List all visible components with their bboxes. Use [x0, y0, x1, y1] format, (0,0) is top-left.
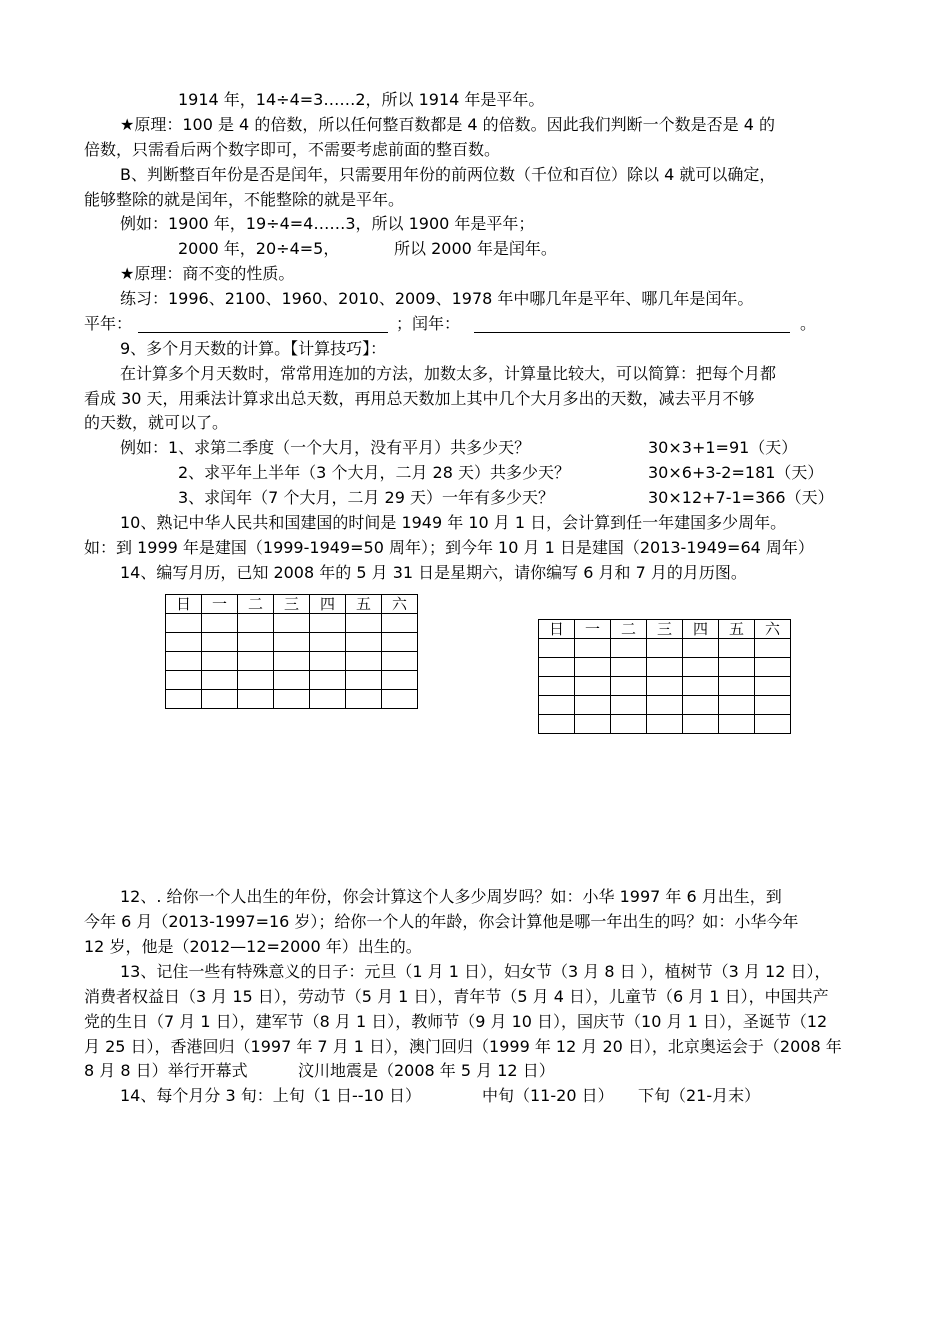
calendar-week-row [539, 715, 791, 734]
text-line: 1914 年，14÷4=3……2，所以 1914 年是平年。 [178, 90, 545, 109]
day-cell[interactable] [611, 639, 647, 658]
text-line: ★原理：100 是 4 的倍数，所以任何整百数都是 4 的倍数。因此我们判断一个数是否是 4 的 [120, 115, 776, 134]
text-line: 练习：1996、2100、1960、2010、2009、1978 年中哪几年是平年、哪几年是闰年。 [120, 289, 754, 308]
text-line: 30×6+3-2=181（天） [648, 463, 824, 482]
section-heading: 9、多个月天数的计算。【计算技巧】： [120, 339, 387, 358]
day-cell[interactable] [274, 671, 310, 690]
calendar-june [165, 594, 418, 709]
day-cell[interactable] [310, 690, 346, 709]
day-cell[interactable] [575, 658, 611, 677]
day-cell[interactable] [539, 639, 575, 658]
text-line: 能够整除的就是闰年，不能整除的就是平年。 [84, 190, 405, 209]
text-line: 中旬（11-20 日） [482, 1086, 614, 1105]
day-cell[interactable] [202, 614, 238, 633]
day-cell[interactable] [647, 715, 683, 734]
text-line: 例如：1、求第二季度（一个大月，没有平月）共多少天？ [120, 438, 531, 457]
weekday-thu: 四 [683, 620, 719, 639]
day-cell[interactable] [575, 696, 611, 715]
text-line: 8 月 8 日）举行开幕式 [84, 1061, 248, 1080]
text-line: 所以 2000 年是闰年。 [394, 239, 557, 258]
day-cell[interactable] [647, 639, 683, 658]
calendar-week-row [166, 690, 418, 709]
calendar-week-row [166, 652, 418, 671]
calendar-header-row [166, 595, 418, 614]
day-cell[interactable] [611, 677, 647, 696]
weekday-fri: 五 [346, 595, 382, 614]
day-cell[interactable] [346, 652, 382, 671]
day-cell[interactable] [611, 658, 647, 677]
day-cell[interactable] [202, 633, 238, 652]
weekday-thu: 四 [310, 595, 346, 614]
day-cell[interactable] [238, 652, 274, 671]
day-cell[interactable] [755, 658, 791, 677]
weekday-sun: 日 [539, 620, 575, 639]
day-cell[interactable] [274, 690, 310, 709]
day-cell[interactable] [575, 677, 611, 696]
section-heading: 10、熟记中华人民共和国建国的时间是 1949 年 10 月 1 日，会计算到任一年建国多少周年。 [120, 513, 787, 532]
weekday-wed: 三 [647, 620, 683, 639]
text-line: 如：到 1999 年是建国（1999-1949=50 周年）；到今年 10 月 1 日是建国（2013-1949=64 周年） [84, 538, 814, 557]
day-cell[interactable] [346, 671, 382, 690]
day-cell[interactable] [202, 671, 238, 690]
calendar-week-row [539, 639, 791, 658]
text-line: 2、求平年上半年（3 个大月，二月 28 天）共多少天？ [178, 463, 570, 482]
day-cell[interactable] [719, 715, 755, 734]
weekday-sat: 六 [382, 595, 418, 614]
day-cell[interactable] [611, 696, 647, 715]
day-cell[interactable] [539, 696, 575, 715]
day-cell[interactable] [310, 633, 346, 652]
day-cell[interactable] [238, 690, 274, 709]
day-cell[interactable] [539, 658, 575, 677]
text-line: 的天数，就可以了。 [84, 413, 229, 432]
section-heading: 12、. 给你一个人出生的年份，你会计算这个人多少周岁吗？如：小华 1997 年 6 月出生，到 [120, 887, 782, 906]
day-cell[interactable] [755, 677, 791, 696]
day-cell[interactable] [274, 633, 310, 652]
text-line: 。 [800, 314, 817, 333]
text-line: ★原理：商不变的性质。 [120, 264, 295, 283]
day-cell[interactable] [647, 696, 683, 715]
text-line: 倍数，只需看后两个数字即可，不需要考虑前面的整百数。 [84, 140, 501, 159]
day-cell[interactable] [382, 671, 418, 690]
text-line: 看成 30 天，用乘法计算求出总天数，再用总天数加上其中几个大月多出的天数，减去平月不够 [84, 389, 755, 408]
text-line: 下旬（21-月末） [638, 1086, 761, 1105]
calendar-week-row [166, 633, 418, 652]
day-cell[interactable] [539, 715, 575, 734]
day-cell[interactable] [683, 658, 719, 677]
day-cell[interactable] [719, 658, 755, 677]
day-cell[interactable] [647, 658, 683, 677]
day-cell[interactable] [683, 696, 719, 715]
text-line: 2000 年，20÷4=5， [178, 239, 340, 258]
day-cell[interactable] [647, 677, 683, 696]
answer-blank-leap-year[interactable] [474, 316, 790, 333]
day-cell[interactable] [166, 633, 202, 652]
day-cell[interactable] [346, 690, 382, 709]
day-cell[interactable] [755, 696, 791, 715]
day-cell[interactable] [310, 652, 346, 671]
text-line: 3、求闰年（7 个大月，二月 29 天）一年有多少天？ [178, 488, 554, 507]
calendar-header-row [539, 620, 791, 639]
weekday-tue: 二 [238, 595, 274, 614]
day-cell[interactable] [202, 652, 238, 671]
day-cell[interactable] [166, 671, 202, 690]
day-cell[interactable] [238, 614, 274, 633]
day-cell[interactable] [719, 677, 755, 696]
day-cell[interactable] [575, 639, 611, 658]
day-cell[interactable] [683, 677, 719, 696]
calendar-week-row [166, 614, 418, 633]
day-cell[interactable] [611, 715, 647, 734]
day-cell[interactable] [382, 633, 418, 652]
day-cell[interactable] [755, 715, 791, 734]
answer-label-common-year: 平年： [84, 314, 133, 333]
calendar-week-row [539, 696, 791, 715]
text-line: 例如：1900 年，19÷4=4……3，所以 1900 年是平年； [120, 214, 535, 233]
day-cell[interactable] [755, 639, 791, 658]
calendar-july [538, 619, 791, 734]
calendar-week-row [539, 658, 791, 677]
day-cell[interactable] [202, 690, 238, 709]
weekday-wed: 三 [274, 595, 310, 614]
day-cell[interactable] [719, 696, 755, 715]
day-cell[interactable] [238, 671, 274, 690]
day-cell[interactable] [310, 614, 346, 633]
weekday-mon: 一 [202, 595, 238, 614]
answer-label-leap-year: ；闰年： [396, 314, 461, 333]
answer-blank-common-year[interactable] [138, 316, 388, 333]
day-cell[interactable] [683, 715, 719, 734]
text-line: 在计算多个月天数时，常常用连加的方法，加数太多，计算量比较大，可以简算：把每个月都 [120, 364, 777, 383]
day-cell[interactable] [274, 614, 310, 633]
weekday-mon: 一 [575, 620, 611, 639]
day-cell[interactable] [346, 614, 382, 633]
section-heading: 14、每个月分 3 旬：上旬（1 日--10 日） [120, 1086, 421, 1105]
weekday-fri: 五 [719, 620, 755, 639]
text-line: 汶川地震是（2008 年 5 月 12 日） [298, 1061, 555, 1080]
text-line: 党的生日（7 月 1 日），建军节（8 月 1 日），教师节（9 月 10 日），国庆节（10 月 1 日），圣诞节（12 [84, 1012, 828, 1031]
text-line: 30×3+1=91（天） [648, 438, 798, 457]
text-line: 今年 6 月（2013-1997=16 岁）；给你一个人的年龄，你会计算他是哪一年出生的吗？如：小华今年 [84, 912, 799, 931]
day-cell[interactable] [166, 614, 202, 633]
day-cell[interactable] [683, 639, 719, 658]
text-line: 30×12+7-1=366（天） [648, 488, 834, 507]
weekday-sat: 六 [755, 620, 791, 639]
day-cell[interactable] [382, 690, 418, 709]
text-line: 消费者权益日（3 月 15 日），劳动节（5 月 1 日），青年节（5 月 4 日），儿童节（6 月 1 日），中国共产 [84, 987, 829, 1006]
day-cell[interactable] [310, 671, 346, 690]
calendar-week-row [539, 677, 791, 696]
weekday-sun: 日 [166, 595, 202, 614]
day-cell[interactable] [382, 652, 418, 671]
weekday-tue: 二 [611, 620, 647, 639]
day-cell[interactable] [539, 677, 575, 696]
section-heading: 14、编写月历，已知 2008 年的 5 月 31 日是星期六，请你编写 6 月和 7 月的月历图。 [120, 563, 747, 582]
text-line: B、判断整百年份是否是闰年，只需要用年份的前两位数（千位和百位）除以 4 就可以确定， [120, 165, 776, 184]
day-cell[interactable] [382, 614, 418, 633]
day-cell[interactable] [575, 715, 611, 734]
section-heading: 13、记住一些有特殊意义的日子：元旦（1 月 1 日），妇女节（3 月 8 日 ），植树节（3 月 12 日）， [120, 962, 831, 981]
text-line: 12 岁，他是（2012—12=2000 年）出生的。 [84, 937, 422, 956]
day-cell[interactable] [166, 652, 202, 671]
day-cell[interactable] [719, 639, 755, 658]
day-cell[interactable] [238, 633, 274, 652]
calendar-week-row [166, 671, 418, 690]
day-cell[interactable] [274, 652, 310, 671]
day-cell[interactable] [346, 633, 382, 652]
text-line: 月 25 日），香港回归（1997 年 7 月 1 日），澳门回归（1999 年 12 月 20 日），北京奥运会于（2008 年 [84, 1037, 842, 1056]
day-cell[interactable] [166, 690, 202, 709]
